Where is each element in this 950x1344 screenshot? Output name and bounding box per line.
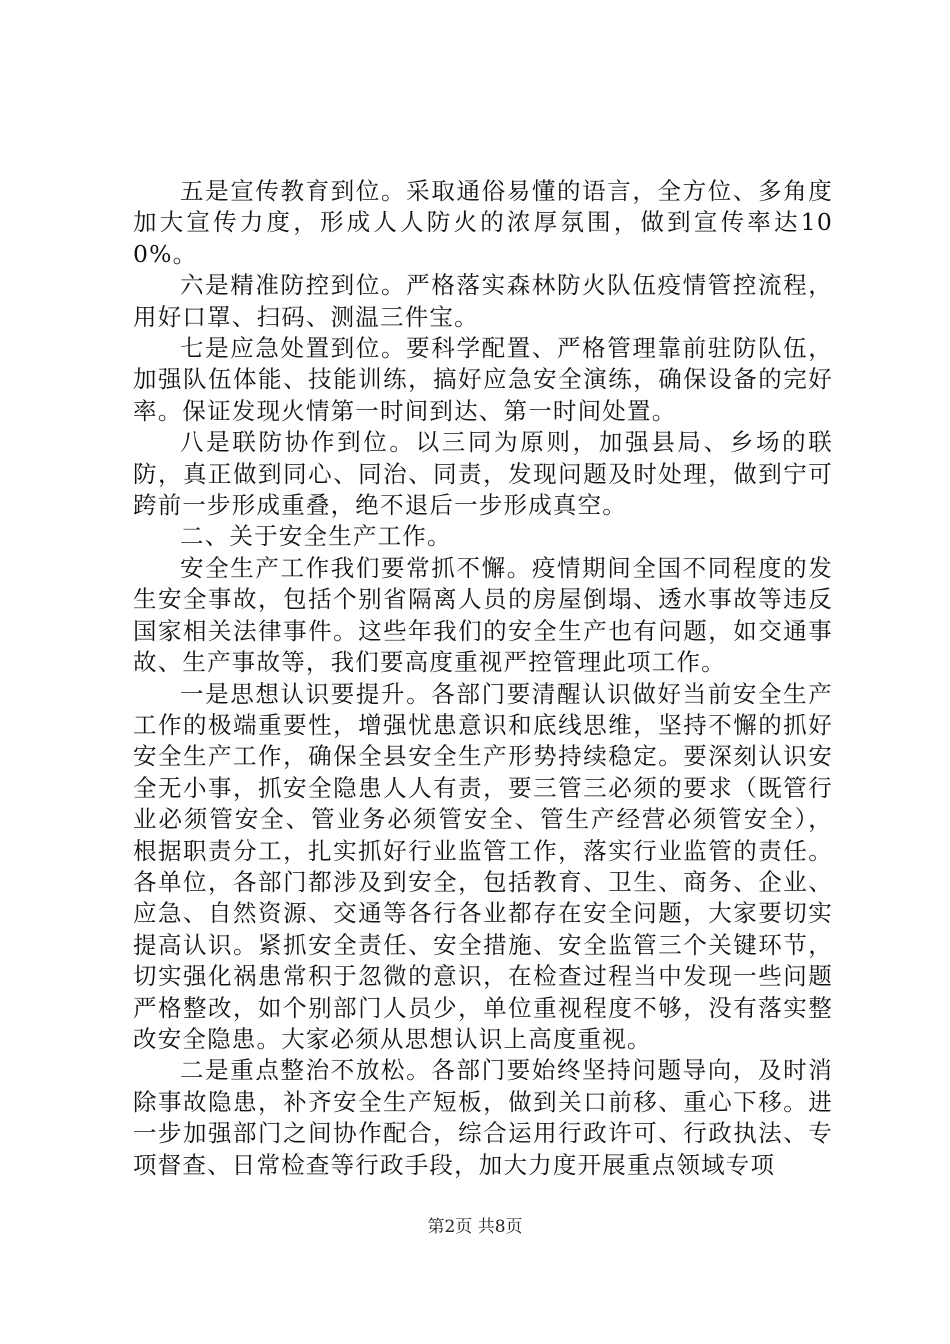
paragraph-fire-publicity: 五是宣传教育到位。采取通俗易懂的语言，全方位、多角度加大宣传力度，形成人人防火的浓厚氛围，做到宣传率达100%。 [133,177,833,268]
paragraph-fire-emergency-response: 七是应急处置到位。要科学配置、严格管理靠前驻防队伍，加强队伍体能、技能训练，搞好应急安全演练，确保设备的完好率。保证发现火情第一时间到达、第一时间处置。 [133,334,833,425]
paragraph-safety-awareness: 一是思想认识要提升。各部门要清醒认识做好当前安全生产工作的极端重要性，增强忧患意识和底线思维，坚持不懈的抓好安全生产工作，确保全县安全生产形势持续稳定。要深刻认识安全无小事，抓安全隐患人人有责，要三管三必须的要求（既管行业必须管安全、管业务必须管安全、管生产经营必须管安全），根据职责分工，扎实抓好行业监管工作，落实行业监管的责任。各单位，各部门都涉及到安全，包括教育、卫生、商务、企业、应急、自然资源、交通等各行各业都存在安全问题，大家要切实提高认识。紧抓安全责任、安全措施、安全监管三个关键环节，切实强化祸患常积于忽微的意识，在检查过程当中发现一些问题严格整改，如个别部门人员少，单位重视程度不够，没有落实整改安全隐患。大家必须从思想认识上高度重视。 [133,679,833,1053]
paragraph-safety-intro: 安全生产工作我们要常抓不懈。疫情期间全国不同程度的发生安全事故，包括个别省隔离人员的房屋倒塌、透水事故等违反国家相关法律事件。这些年我们的安全生产也有问题，如交通事故、生产事故等，我们要高度重视严控管理此项工作。 [133,553,833,677]
page-number-footer: 第2页 共8页 [427,1217,523,1237]
paragraph-fire-joint-defense: 八是联防协作到位。以三同为原则，加强县局、乡场的联防，真正做到同心、同治、同责，发现问题及时处理，做到宁可跨前一步形成重叠，绝不退后一步形成真空。 [133,428,833,520]
document-body [133,176,833,1181]
section-heading-safety-production: 二、关于安全生产工作。 [180,522,452,551]
paragraph-safety-rectification: 二是重点整治不放松。各部门要始终坚持问题导向，及时消除事故隐患，补齐安全生产短板，做到关口前移、重心下移。进一步加强部门之间协作配合，综合运用行政许可、行政执法、专项督查、日常检查等行政手段，加大力度开展重点领域专项 [133,1056,833,1179]
paragraph-fire-epidemic-control: 六是精准防控到位。严格落实森林防火队伍疫情管控流程，用好口罩、扫码、测温三件宝。 [133,271,833,331]
